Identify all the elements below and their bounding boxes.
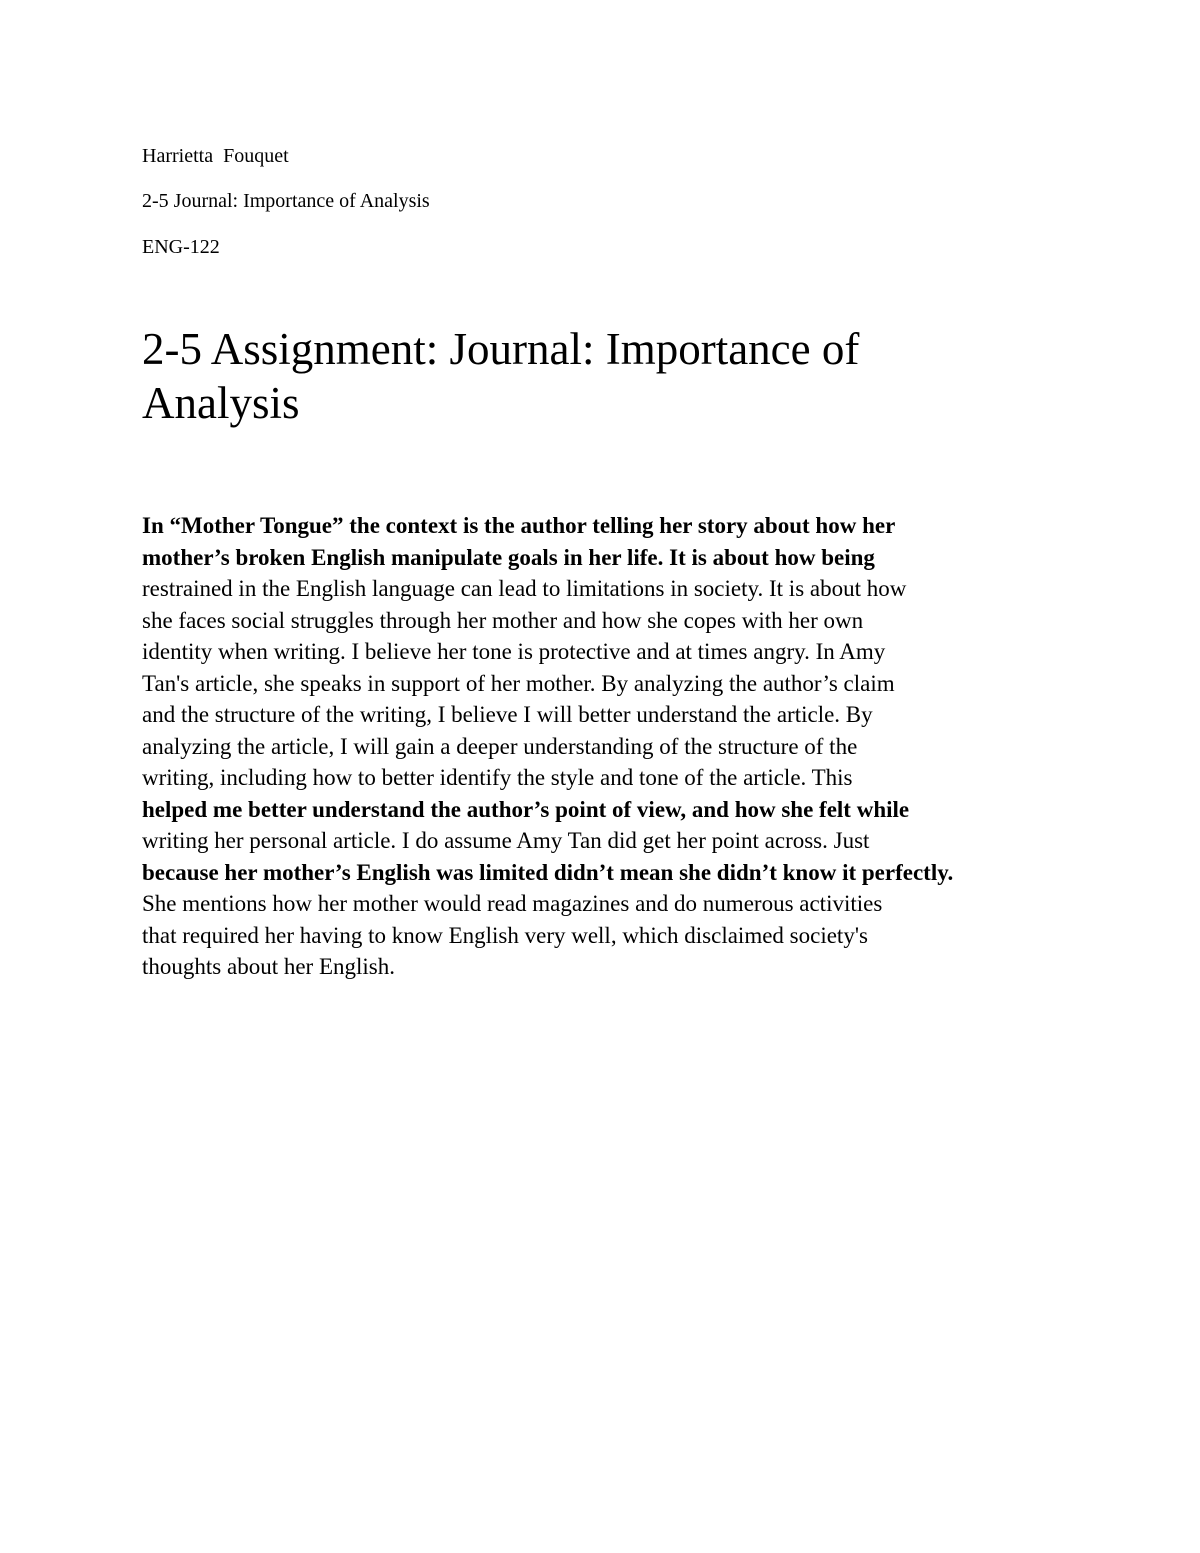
- body-line: mother’s broken English manipulate goals in her life. It is about how being: [142, 544, 875, 570]
- body-line: that required her having to know English very well, which disclaimed society's: [142, 922, 868, 948]
- body-line: identity when writing. I believe her tone is protective and at times angry. In Amy: [142, 639, 886, 664]
- assignment-label: 2-5 Journal: Importance of Analysis: [142, 190, 430, 212]
- body-line: She mentions how her mother would read magazines and do numerous activities: [142, 891, 883, 916]
- body-line: helped me better understand the author’s point of view, and how she felt while: [142, 796, 910, 822]
- page-title-line-1: 2-5 Assignment: Journal: Importance of: [142, 324, 860, 374]
- body-line: thoughts about her English.: [142, 954, 395, 979]
- page-title: [142, 322, 1082, 430]
- course-code: ENG-122: [142, 236, 220, 258]
- body-line: because her mother’s English was limited didn’t mean she didn’t know it perfectly.: [142, 859, 954, 885]
- body-line: Tan's article, she speaks in support of her mother. By analyzing the author’s claim: [142, 670, 895, 696]
- body-line: In “Mother Tongue” the context is the author telling her story about how her: [142, 513, 896, 538]
- body-line: she faces social struggles through her mother and how she copes with her own: [142, 607, 864, 633]
- page-title-line-2: Analysis: [142, 378, 300, 428]
- body-line: writing, including how to better identify the style and tone of the article. This: [142, 765, 853, 790]
- body-line: restrained in the English language can lead to limitations in society. It is about how: [142, 576, 907, 601]
- body-line: analyzing the article, I will gain a deeper understanding of the structure of the: [142, 733, 858, 759]
- body-line: writing her personal article. I do assume Amy Tan did get her point across. Just: [142, 828, 870, 853]
- body-line: and the structure of the writing, I believe I will better understand the article. By: [142, 702, 873, 727]
- body-paragraph: [142, 510, 1082, 983]
- author-name: Harrietta Fouquet: [142, 145, 289, 167]
